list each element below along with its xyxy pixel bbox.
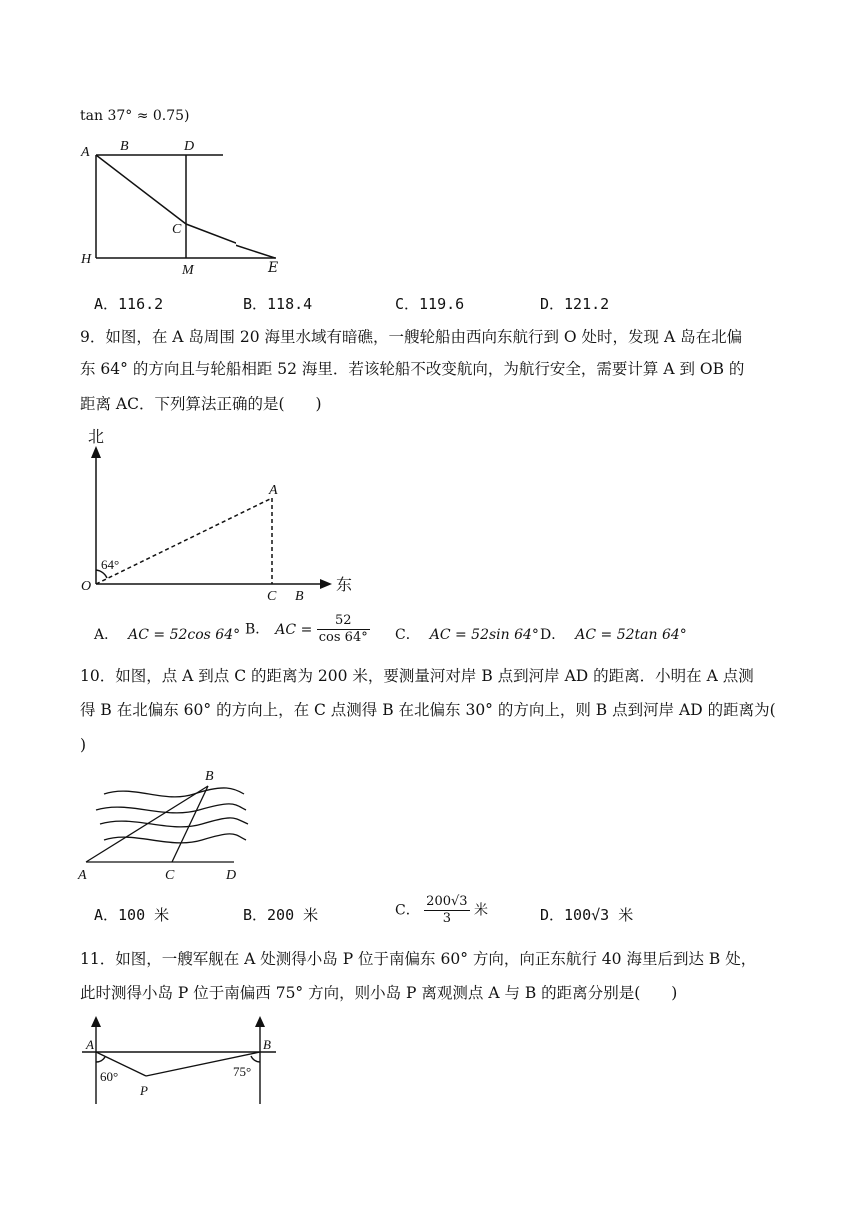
q9-label-B: B (295, 589, 304, 604)
q8-label-E: E (268, 260, 279, 276)
q10-figure (74, 764, 254, 884)
q9-option-d-prefix: D． (540, 627, 566, 643)
q10-option-b[interactable]: B．200 米 (243, 906, 319, 924)
q8-line-AC (96, 155, 186, 224)
q9-option-a[interactable] (94, 624, 240, 644)
q10-text-line-3: ) (80, 736, 87, 754)
q11-label-A: A (86, 1037, 94, 1052)
q9-option-a-prefix: A． (94, 627, 119, 643)
q10-option-c-denominator: 3 (442, 911, 451, 926)
q8-figure-extension (236, 138, 280, 268)
q10-option-c[interactable] (395, 894, 488, 927)
q9-option-b-prefix: B． (245, 621, 270, 638)
q10-label-A: A (78, 868, 87, 883)
q10-label-B: B (205, 769, 214, 784)
q11-text-line-1: 11．如图，一艘军舰在 A 处测得小岛 P 位于南偏东 60° 方向，向正东航行 40 海里后到达 B 处， (80, 950, 757, 968)
q10-label-C: C (165, 868, 175, 883)
q8-label-M: M (182, 263, 194, 278)
q9-option-c[interactable] (395, 624, 539, 644)
q9-option-b-numerator: 52 (317, 613, 370, 630)
q8-figure (76, 138, 236, 280)
q10-option-c-numerator: 200√3 (426, 894, 468, 909)
q10-option-c-prefix: C． (395, 902, 420, 919)
q11-angle-arc-A (96, 1057, 105, 1062)
q9-text-line-3: 距离 AC．下列算法正确的是( ) (80, 395, 322, 413)
q11-label-angle-A: 60° (100, 1069, 119, 1084)
q9-label-C: C (267, 589, 277, 604)
q10-option-c-unit: 米 (474, 902, 488, 919)
q11-north-arrow-A-icon (91, 1016, 101, 1027)
q11-label-P: P (140, 1083, 148, 1098)
q10-option-d[interactable]: D．100√3 米 (540, 906, 634, 924)
q9-north-arrow-icon (91, 446, 101, 458)
q9-option-b-lhs: AC = (275, 621, 313, 638)
q8-option-b[interactable]: B．118.4 (243, 295, 313, 313)
q11-text-line-2: 此时测得小岛 P 位于南偏西 75° 方向，则小岛 P 离观测点 A 与 B 的距离分别是( ) (80, 984, 678, 1002)
q9-figure (74, 424, 364, 604)
q11-label-angle-B: 75° (233, 1064, 252, 1079)
q8-label-B: B (120, 139, 129, 154)
q9-text-line-1: 9．如图，在 A 岛周围 20 海里水域有暗礁，一艘轮船由西向东航行到 O 处时，发现 A 岛在北偏 (80, 328, 743, 346)
q11-label-B: B (263, 1037, 271, 1052)
q9-option-a-expr: AC = 52cos 64° (128, 627, 241, 643)
q10-wave-1 (104, 788, 244, 797)
q9-option-c-prefix: C． (395, 627, 420, 643)
q9-label-angle: 64° (101, 557, 120, 572)
q8-label-A: A (81, 145, 90, 160)
q8-tail-text: tan 37° ≈ 0.75) (80, 108, 190, 124)
q9-option-c-expr: AC = 52sin 64° (429, 627, 539, 643)
q9-option-b[interactable] (245, 613, 370, 646)
q9-option-d-expr: AC = 52tan 64° (575, 627, 687, 643)
q9-option-d[interactable] (540, 624, 687, 644)
q10-wave-3 (100, 818, 248, 827)
q9-option-b-denominator: cos 64° (318, 630, 368, 645)
q10-text-line-1: 10．如图，点 A 到点 C 的距离为 200 米，要测量河对岸 B 点到河岸 AD 的距离．小明在 A 点测 (80, 667, 754, 685)
q9-label-north: 北 (88, 429, 105, 446)
q8-option-c[interactable]: C．119.6 (395, 295, 465, 313)
q10-wave-4 (104, 834, 246, 843)
q9-text-line-2: 东 64° 的方向且与轮船相距 52 海里．若该轮船不改变航向，为航行安全，需要计算 A 到 OB 的 (80, 360, 745, 378)
q8-label-C: C (172, 222, 182, 237)
q9-label-A: A (269, 483, 278, 498)
q8-line-CE (186, 224, 236, 258)
q10-label-D: D (226, 868, 237, 883)
q10-option-c-fraction (424, 894, 469, 927)
q11-angle-arc-B (251, 1056, 260, 1062)
q9-line-OA (96, 498, 272, 584)
q10-text-line-2: 得 B 在北偏东 60° 的方向上，在 C 点测得 B 在北偏东 30° 的方向上，则 B 点到河岸 AD 的距离为( (80, 701, 776, 719)
q9-east-arrow-icon (320, 579, 332, 589)
q11-figure (76, 1016, 286, 1110)
q8-option-d[interactable]: D．121.2 (540, 295, 610, 313)
q8-label-H: H (81, 252, 92, 267)
q11-north-arrow-B-icon (255, 1016, 265, 1027)
q10-option-a[interactable]: A．100 米 (94, 906, 170, 924)
q9-label-O: O (81, 579, 92, 594)
q8-option-a[interactable]: A．116.2 (94, 295, 164, 313)
q9-label-east: 东 (336, 577, 353, 594)
q9-option-b-fraction (317, 613, 370, 646)
q8-label-D: D (184, 139, 195, 154)
